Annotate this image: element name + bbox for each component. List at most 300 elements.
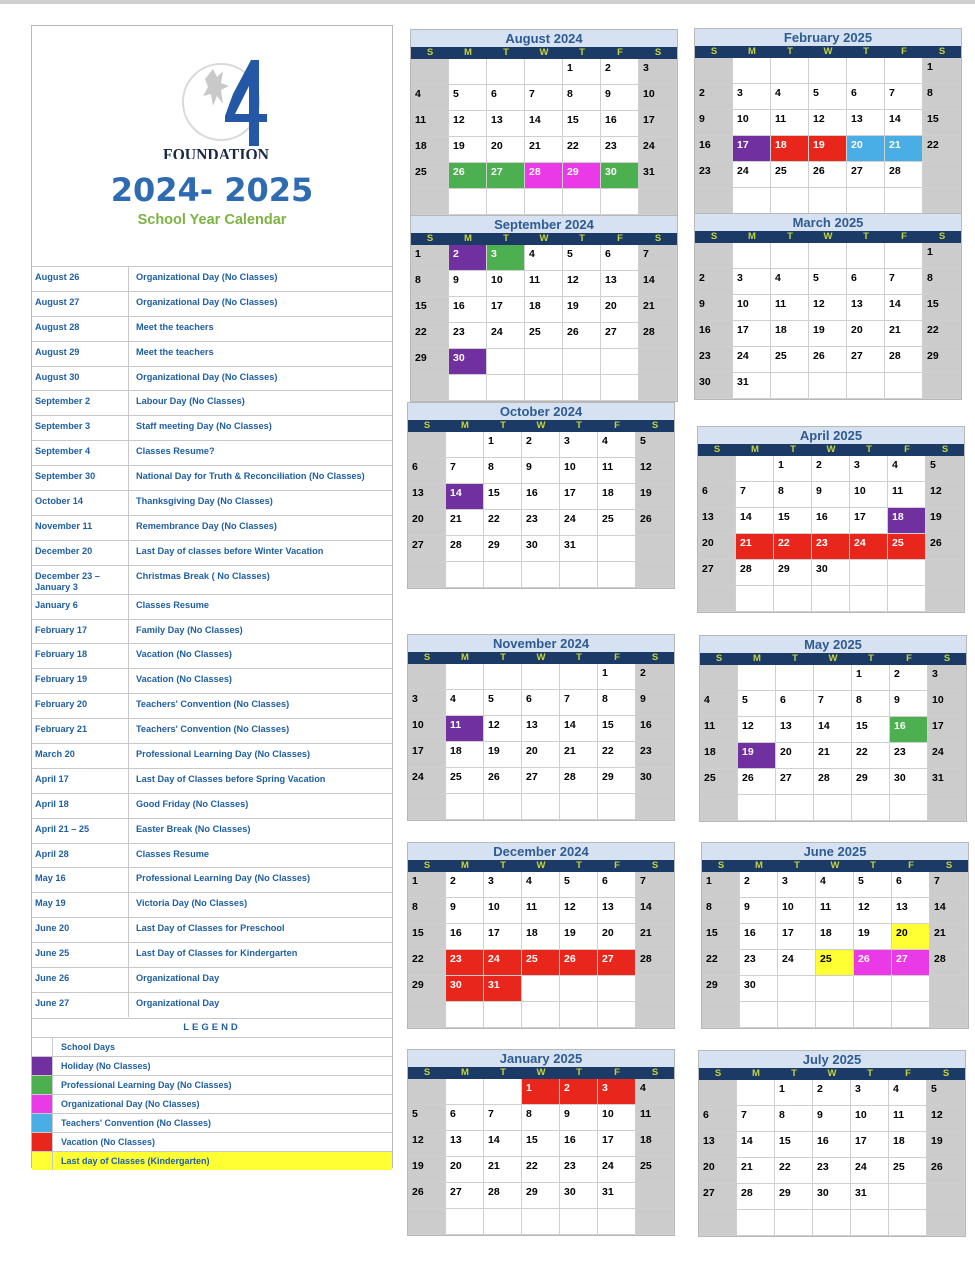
weekday-label: S xyxy=(938,231,946,242)
day-cell: 13 xyxy=(408,484,446,510)
event-description: Family Day (No Classes) xyxy=(136,624,243,635)
foundation-logo xyxy=(159,54,289,159)
day-cell: 24 xyxy=(851,1158,889,1184)
day-cell: 28 xyxy=(446,536,484,562)
weekday-label: T xyxy=(500,860,506,871)
legend-label: School Days xyxy=(61,1042,116,1052)
day-cell: 9 xyxy=(449,271,487,297)
event-date: June 26 xyxy=(35,973,70,984)
event-date: April 18 xyxy=(35,798,69,809)
day-cell xyxy=(776,665,814,691)
day-cell: 18 xyxy=(771,321,809,347)
day-cell: 31 xyxy=(928,769,966,795)
day-cell: 9 xyxy=(813,1106,851,1132)
day-cell: 5 xyxy=(484,690,522,716)
day-cell: 19 xyxy=(738,743,776,769)
day-cell xyxy=(446,794,484,820)
day-cell: 8 xyxy=(775,1106,813,1132)
day-cell: 13 xyxy=(601,271,639,297)
weekday-label: T xyxy=(576,1067,582,1078)
day-cell: 1 xyxy=(774,456,812,482)
day-cell: 28 xyxy=(814,769,852,795)
day-cell: 24 xyxy=(850,534,888,560)
day-cell xyxy=(700,665,738,691)
day-cell xyxy=(411,375,449,401)
day-cell: 6 xyxy=(598,872,636,898)
day-cell: 6 xyxy=(847,269,885,295)
legend-title: LEGEND xyxy=(32,1018,392,1037)
day-cell: 24 xyxy=(928,743,966,769)
day-cell xyxy=(885,373,923,399)
event-row xyxy=(32,316,392,341)
day-cell xyxy=(889,1210,927,1236)
day-cell: 17 xyxy=(733,136,771,162)
day-cell: 18 xyxy=(525,297,563,323)
day-cell: 9 xyxy=(522,458,560,484)
weekday-label: F xyxy=(906,653,912,664)
day-cell xyxy=(816,976,854,1002)
day-cell: 30 xyxy=(636,768,674,794)
day-cell: 18 xyxy=(636,1131,674,1157)
month-calendar xyxy=(697,426,965,613)
day-cell xyxy=(926,560,964,586)
day-cell: 27 xyxy=(487,163,525,189)
day-cell: 13 xyxy=(699,1132,737,1158)
day-cell: 24 xyxy=(484,950,522,976)
day-cell xyxy=(446,1002,484,1028)
day-cell xyxy=(771,243,809,269)
weekday-label: M xyxy=(752,1068,760,1079)
day-cell: 11 xyxy=(446,716,484,742)
day-cell: 19 xyxy=(927,1132,965,1158)
day-cell: 22 xyxy=(775,1158,813,1184)
legend-label: Teachers' Convention (No Classes) xyxy=(61,1118,212,1128)
day-cell: 20 xyxy=(522,742,560,768)
day-cell: 16 xyxy=(812,508,850,534)
day-cell: 27 xyxy=(446,1183,484,1209)
day-cell xyxy=(636,1002,674,1028)
day-cell xyxy=(778,1002,816,1028)
day-cell: 7 xyxy=(484,1105,522,1131)
day-cell xyxy=(560,1209,598,1235)
day-cell: 23 xyxy=(636,742,674,768)
day-cell: 8 xyxy=(563,85,601,111)
day-cell: 26 xyxy=(560,950,598,976)
day-cell: 19 xyxy=(636,484,674,510)
weekday-header xyxy=(695,231,961,243)
day-cell xyxy=(484,1002,522,1028)
day-cell xyxy=(598,536,636,562)
event-description: Teachers' Convention (No Classes) xyxy=(136,699,290,710)
legend-item xyxy=(32,1113,392,1132)
day-cell xyxy=(522,794,560,820)
day-cell: 3 xyxy=(851,1080,889,1106)
day-cell: 26 xyxy=(809,162,847,188)
day-cell: 18 xyxy=(700,743,738,769)
event-description: Organizational Day (No Classes) xyxy=(136,296,278,307)
day-cell: 14 xyxy=(736,508,774,534)
event-row xyxy=(32,942,392,967)
day-cell xyxy=(560,1002,598,1028)
day-cell xyxy=(930,976,968,1002)
event-description: Labour Day (No Classes) xyxy=(136,396,245,407)
day-cell: 28 xyxy=(639,323,677,349)
day-cell: 15 xyxy=(598,716,636,742)
weekday-label: T xyxy=(794,860,800,871)
event-date: August 29 xyxy=(35,346,80,357)
month-title: October 2024 xyxy=(408,403,674,420)
day-cell: 22 xyxy=(484,510,522,536)
weekday-label: W xyxy=(536,420,546,431)
weekday-label: T xyxy=(500,652,506,663)
day-cell: 5 xyxy=(408,1105,446,1131)
day-cell: 6 xyxy=(698,482,736,508)
legend-label: Professional Learning Day (No Classes) xyxy=(61,1080,232,1090)
event-date: October 14 xyxy=(35,496,83,507)
day-cell: 18 xyxy=(446,742,484,768)
day-cell: 8 xyxy=(598,690,636,716)
day-cell: 12 xyxy=(563,271,601,297)
day-cell: 13 xyxy=(847,295,885,321)
month-calendar xyxy=(698,1050,966,1237)
month-calendar xyxy=(699,635,967,822)
day-cell: 6 xyxy=(892,872,930,898)
legend-item xyxy=(32,1037,392,1056)
day-cell: 26 xyxy=(927,1158,965,1184)
day-cell xyxy=(926,586,964,612)
weekday-label: S xyxy=(426,47,434,58)
logo-text: FOUNDATION xyxy=(163,145,270,159)
day-cell: 30 xyxy=(449,349,487,375)
event-description: Meet the teachers xyxy=(136,346,214,357)
day-cell: 21 xyxy=(736,534,774,560)
day-cell: 6 xyxy=(776,691,814,717)
day-cell: 3 xyxy=(733,269,771,295)
day-cell: 23 xyxy=(522,510,560,536)
month-title: May 2025 xyxy=(700,636,966,653)
day-cell: 20 xyxy=(776,743,814,769)
weekday-label: M xyxy=(755,860,763,871)
day-cell xyxy=(927,1184,965,1210)
weekday-label: S xyxy=(423,860,431,871)
day-cell: 12 xyxy=(738,717,776,743)
event-row xyxy=(32,515,392,540)
day-cell: 21 xyxy=(737,1158,775,1184)
legend-item xyxy=(32,1056,392,1075)
event-row xyxy=(32,341,392,366)
day-cell: 2 xyxy=(560,1079,598,1105)
day-cell: 28 xyxy=(736,560,774,586)
day-cell: 1 xyxy=(775,1080,813,1106)
day-cell: 7 xyxy=(885,84,923,110)
weekday-label: F xyxy=(614,860,620,871)
day-cell: 31 xyxy=(851,1184,889,1210)
legend-swatch xyxy=(32,1076,53,1094)
logo-graphic xyxy=(159,54,289,159)
day-cell xyxy=(885,243,923,269)
weekday-header xyxy=(700,653,966,665)
weekday-header xyxy=(408,420,674,432)
event-row xyxy=(32,594,392,619)
day-cell: 17 xyxy=(850,508,888,534)
day-cell xyxy=(888,560,926,586)
day-cell xyxy=(411,189,449,215)
weekday-label: M xyxy=(748,46,756,57)
event-date: June 27 xyxy=(35,997,70,1008)
event-description: Good Friday (No Classes) xyxy=(136,798,249,809)
weekday-label: T xyxy=(792,653,798,664)
day-cell xyxy=(636,794,674,820)
weekday-label: T xyxy=(867,1068,873,1079)
event-date: June 20 xyxy=(35,923,70,934)
day-cell: 28 xyxy=(885,347,923,373)
event-row xyxy=(32,540,392,565)
day-cell xyxy=(487,349,525,375)
day-cell: 31 xyxy=(639,163,677,189)
event-description: Organizational Day (No Classes) xyxy=(136,371,278,382)
day-cell: 12 xyxy=(408,1131,446,1157)
day-cell: 4 xyxy=(525,245,563,271)
event-row xyxy=(32,768,392,793)
weekday-label: T xyxy=(790,444,796,455)
weekday-label: F xyxy=(614,420,620,431)
event-description: Christmas Break ( No Classes) xyxy=(136,570,270,581)
day-cell: 5 xyxy=(560,872,598,898)
day-cell xyxy=(484,1209,522,1235)
day-cell: 2 xyxy=(890,665,928,691)
day-cell: 4 xyxy=(446,690,484,716)
day-cell xyxy=(522,976,560,1002)
day-cell xyxy=(525,59,563,85)
day-cell: 30 xyxy=(601,163,639,189)
weekday-label: S xyxy=(713,444,721,455)
day-cell xyxy=(736,586,774,612)
month-calendar xyxy=(407,1049,675,1236)
day-cell: 23 xyxy=(695,347,733,373)
day-cell: 4 xyxy=(888,456,926,482)
day-cell: 4 xyxy=(700,691,738,717)
month-calendar xyxy=(410,29,678,216)
day-cell xyxy=(598,1002,636,1028)
day-cell: 14 xyxy=(814,717,852,743)
day-cell: 19 xyxy=(560,924,598,950)
day-cell xyxy=(923,162,961,188)
weekday-label: S xyxy=(426,233,434,244)
day-cell: 4 xyxy=(411,85,449,111)
day-cell: 3 xyxy=(487,245,525,271)
day-cell: 23 xyxy=(695,162,733,188)
day-cell xyxy=(522,1209,560,1235)
event-description: Organizational Day xyxy=(136,973,220,984)
event-date: April 21 – 25 xyxy=(35,823,90,834)
day-cell: 27 xyxy=(522,768,560,794)
day-cell: 14 xyxy=(636,898,674,924)
event-description: Thanksgiving Day (No Classes) xyxy=(136,496,273,507)
weekday-header xyxy=(411,47,677,59)
day-cell xyxy=(927,1210,965,1236)
legend-label: Last day of Classes (Kindergarten) xyxy=(61,1156,210,1166)
day-cell xyxy=(771,188,809,214)
day-cell: 29 xyxy=(774,560,812,586)
event-description: Last Day of classes before Winter Vacation xyxy=(136,545,324,556)
day-cell: 14 xyxy=(525,111,563,137)
day-cell: 20 xyxy=(487,137,525,163)
day-cell: 3 xyxy=(484,872,522,898)
day-cell: 3 xyxy=(850,456,888,482)
day-cell: 14 xyxy=(446,484,484,510)
legend xyxy=(32,1018,392,1170)
day-cell: 30 xyxy=(446,976,484,1002)
day-cell xyxy=(775,1210,813,1236)
event-date: August 27 xyxy=(35,296,80,307)
day-cell xyxy=(411,59,449,85)
event-row xyxy=(32,490,392,515)
event-date: December 20 xyxy=(35,545,93,556)
day-cell xyxy=(813,1210,851,1236)
day-cell: 8 xyxy=(923,269,961,295)
day-cell: 16 xyxy=(601,111,639,137)
day-cell xyxy=(639,189,677,215)
day-cell: 10 xyxy=(778,898,816,924)
day-cell: 26 xyxy=(484,768,522,794)
weekday-label: S xyxy=(714,1068,722,1079)
day-cell xyxy=(408,1002,446,1028)
day-cell xyxy=(449,375,487,401)
day-cell: 7 xyxy=(446,458,484,484)
day-cell: 9 xyxy=(560,1105,598,1131)
day-cell: 18 xyxy=(816,924,854,950)
day-cell: 3 xyxy=(639,59,677,85)
day-cell: 26 xyxy=(809,347,847,373)
day-cell: 16 xyxy=(449,297,487,323)
day-cell: 24 xyxy=(733,162,771,188)
day-cell: 13 xyxy=(522,716,560,742)
day-cell: 12 xyxy=(484,716,522,742)
event-date: February 17 xyxy=(35,624,88,635)
day-cell: 18 xyxy=(522,924,560,950)
event-row xyxy=(32,967,392,992)
month-title: November 2024 xyxy=(408,635,674,652)
day-cell xyxy=(408,1079,446,1105)
event-description: Classes Resume? xyxy=(136,446,215,457)
month-title: March 2025 xyxy=(695,214,961,231)
weekday-label: S xyxy=(651,1067,659,1078)
day-cell: 12 xyxy=(927,1106,965,1132)
weekday-label: W xyxy=(539,233,549,244)
day-cell: 13 xyxy=(446,1131,484,1157)
month-title: September 2024 xyxy=(411,216,677,233)
day-cell: 9 xyxy=(446,898,484,924)
day-cell xyxy=(736,456,774,482)
day-cell xyxy=(851,1210,889,1236)
event-row xyxy=(32,668,392,693)
day-cell xyxy=(850,560,888,586)
weekday-label: M xyxy=(461,420,469,431)
event-description: Last Day of Classes before Spring Vacation xyxy=(136,773,326,784)
day-cell: 25 xyxy=(522,950,560,976)
weekday-label: M xyxy=(464,233,472,244)
day-cell: 31 xyxy=(598,1183,636,1209)
day-cell: 5 xyxy=(636,432,674,458)
day-cell: 12 xyxy=(449,111,487,137)
day-cell: 14 xyxy=(484,1131,522,1157)
day-cell: 6 xyxy=(446,1105,484,1131)
day-cell: 14 xyxy=(885,110,923,136)
day-cell: 22 xyxy=(411,323,449,349)
day-cell xyxy=(598,794,636,820)
day-cell xyxy=(809,373,847,399)
day-cell: 15 xyxy=(522,1131,560,1157)
day-cell: 17 xyxy=(560,484,598,510)
day-cell xyxy=(487,59,525,85)
day-cell: 2 xyxy=(740,872,778,898)
day-cell xyxy=(771,58,809,84)
day-cell: 2 xyxy=(813,1080,851,1106)
day-cell: 28 xyxy=(930,950,968,976)
day-cell: 13 xyxy=(892,898,930,924)
day-cell xyxy=(525,375,563,401)
legend-item xyxy=(32,1132,392,1151)
month-title: December 2024 xyxy=(408,843,674,860)
day-cell: 28 xyxy=(560,768,598,794)
day-cell xyxy=(702,1002,740,1028)
day-cell: 30 xyxy=(522,536,560,562)
day-cell: 9 xyxy=(812,482,850,508)
day-cell: 2 xyxy=(812,456,850,482)
day-cell: 12 xyxy=(926,482,964,508)
day-cell: 25 xyxy=(771,162,809,188)
event-description: Classes Resume xyxy=(136,848,210,859)
legend-swatch xyxy=(32,1095,53,1113)
day-cell xyxy=(778,976,816,1002)
event-date: August 26 xyxy=(35,272,80,282)
day-cell: 14 xyxy=(737,1132,775,1158)
day-cell: 1 xyxy=(522,1079,560,1105)
month-title: August 2024 xyxy=(411,30,677,47)
day-cell: 29 xyxy=(923,347,961,373)
day-cell: 11 xyxy=(889,1106,927,1132)
day-cell: 9 xyxy=(695,110,733,136)
day-cell: 5 xyxy=(449,85,487,111)
day-cell xyxy=(487,189,525,215)
event-date: August 30 xyxy=(35,371,80,382)
day-cell xyxy=(446,1209,484,1235)
day-cell: 3 xyxy=(598,1079,636,1105)
event-description: Organizational Day (No Classes) xyxy=(136,272,278,282)
weekday-label: S xyxy=(651,652,659,663)
month-calendar xyxy=(407,634,675,821)
day-cell: 19 xyxy=(809,136,847,162)
event-row xyxy=(32,565,392,594)
weekday-label: S xyxy=(717,860,725,871)
event-row xyxy=(32,992,392,1017)
weekday-label: F xyxy=(908,860,914,871)
legend-item xyxy=(32,1094,392,1113)
day-cell: 7 xyxy=(814,691,852,717)
day-cell: 11 xyxy=(411,111,449,137)
day-cell xyxy=(923,188,961,214)
day-cell: 1 xyxy=(852,665,890,691)
day-cell xyxy=(814,795,852,821)
day-cell: 25 xyxy=(636,1157,674,1183)
weekday-header xyxy=(698,444,964,456)
month-title: January 2025 xyxy=(408,1050,674,1067)
weekday-label: F xyxy=(901,46,907,57)
event-description: Victoria Day (No Classes) xyxy=(136,898,248,909)
day-cell xyxy=(560,562,598,588)
event-date: May 19 xyxy=(35,898,66,909)
day-cell: 6 xyxy=(699,1106,737,1132)
